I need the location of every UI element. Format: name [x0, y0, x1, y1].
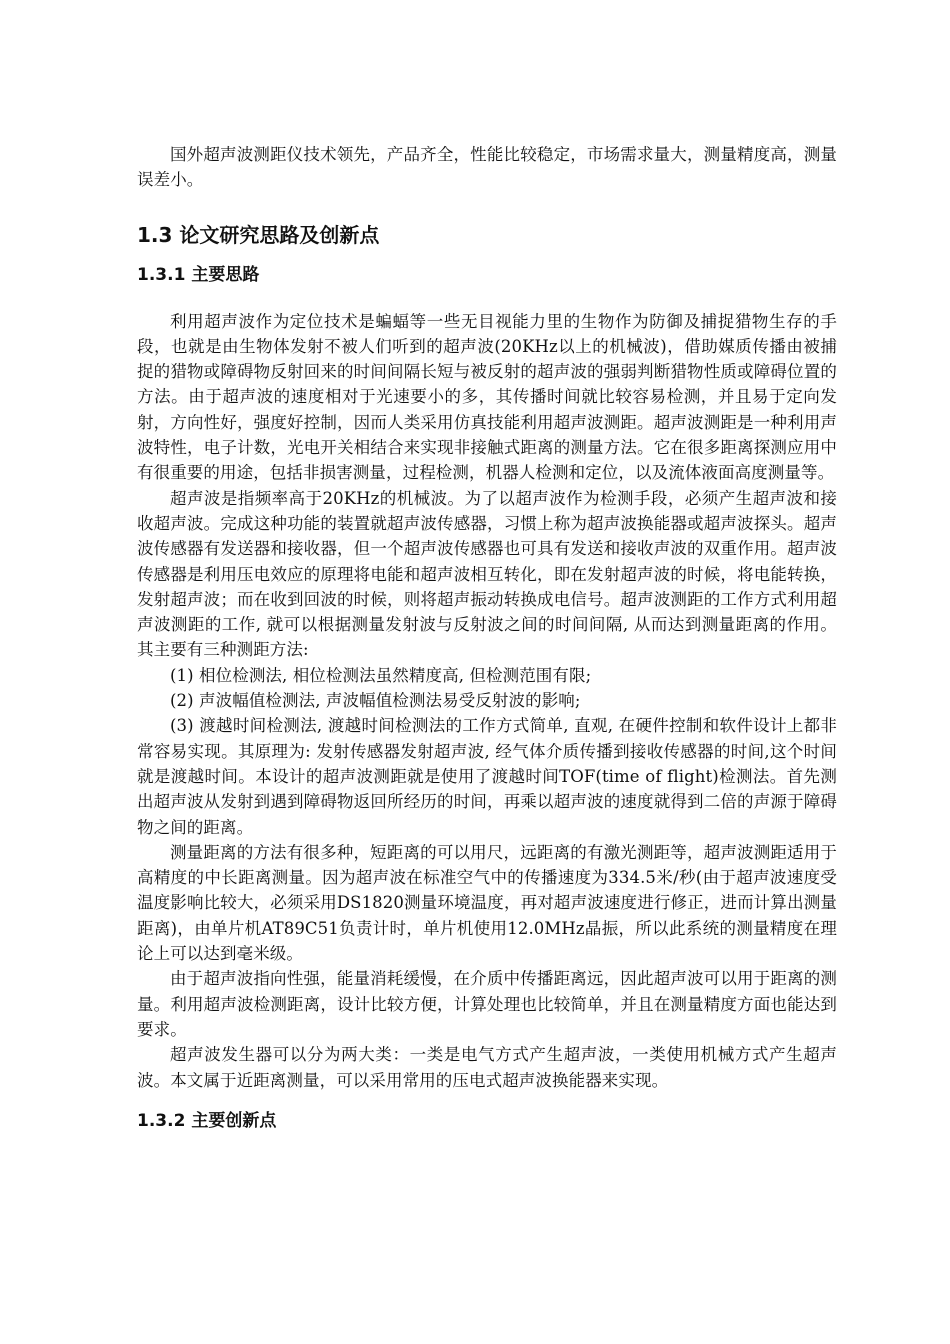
subsection-1-heading-block	[137, 263, 837, 287]
body-paragraph: 超声波是指频率高于20KHz的机械波。为了以超声波作为检测手段，必须产生超声波和接收超声波。完成这种功能的装置就超声波传感器，习惯上称为超声波换能器或超声波探头。超声波传感器有发送器和接收器，但一个超声波传感器也可具有发送和接收声波的双重作用。超声波传感器是利用压电效应的原理将电能和超声波相互转化，即在发射超声波的时候，将电能转换，发射超声波；而在收到回波的时候，则将超声振动转换成电信号。超声波测距的工作方式利用超声波测距的工作, 就可以根据测量发射波与反射波之间的时间间隔, 从而达到测量距离的作用。其主要有三种测距方法:	[137, 488, 837, 660]
section-heading: 1.3 论文研究思路及创新点	[137, 222, 380, 247]
body-paragraph: 测量距离的方法有很多种，短距离的可以用尺，远距离的有激光测距等，超声波测距适用于高精度的中长距离测量。因为超声波在标准空气中的传播速度为334.5米/秒(由于超声波速度受温度影响比较大，必须采用DS1820测量环境温度，再对超声波速度进行修正，进而计算出测量距离)，由单片机AT89C51负责计时，单片机使用12.0MHz晶振，所以此系统的测量精度在理论上可以达到毫米级。	[137, 842, 837, 964]
body-paragraph: 利用超声波作为定位技术是蝙蝠等一些无目视能力里的生物作为防御及捕捉猎物生存的手段，也就是由生物体发射不被人们听到的超声波(20KHz以上的机械波)，借助媒质传播由被捕捉的猎物或障碍物反射回来的时间间隔长短与被反射的超声波的强弱判断猎物性质或障碍位置的方法。由于超声波的速度相对于光速要小的多，其传播时间就比较容易检测，并且易于定向发射，方向性好，强度好控制，因而人类采用仿真技能利用超声波测距。超声波测距是一种利用声波特性，电子计数，光电开关相结合来实现非接触式距离的测量方法。它在很多距离探测应用中有很重要的用途，包括非损害测量，过程检测，机器人检测和定位，以及流体液面高度测量等。	[137, 311, 837, 483]
subsection-2-heading: 1.3.2 主要创新点	[137, 1110, 277, 1131]
body-paragraph: 由于超声波指向性强，能量消耗缓慢，在介质中传播距离远，因此超声波可以用于距离的测量。利用超声波检测距离，设计比较方便，计算处理也比较简单，并且在测量精度方面也能达到要求。	[137, 969, 837, 1039]
page-content	[137, 142, 837, 1133]
method-list-item: (1) 相位检测法, 相位检测法虽然精度高, 但检测范围有限;	[170, 665, 592, 685]
subsection-2-heading-block	[137, 1109, 837, 1133]
body-paragraph: 超声波发生器可以分为两大类：一类是电气方式产生超声波，一类使用机械方式产生超声波。本文属于近距离测量，可以采用常用的压电式超声波换能器来实现。	[137, 1045, 837, 1090]
intro-paragraph: 国外超声波测距仪技术领先，产品齐全，性能比较稳定，市场需求量大，测量精度高，测量误差小。	[137, 145, 837, 190]
method-list-item: (2) 声波幅值检测法, 声波幅值检测法易受反射波的影响;	[170, 691, 581, 711]
section-heading-block	[137, 221, 837, 249]
method-list-item: (3) 渡越时间检测法, 渡越时间检测法的工作方式简单, 直观, 在硬件控制和软件设计上都非常容易实现。其原理为: 发射传感器发射超声波, 经气体介质传播到接收传感器的时间,这个时间就是渡越时间。本设计的超声波测距就是使用了渡越时间TOF(time of flight)检测法。首先测出超声波从发射到遇到障碍物返回所经历的时间，再乘以超声波的速度就得到二倍的声源于障碍物之间的距离。	[137, 716, 837, 837]
subsection-1-heading: 1.3.1 主要思路	[137, 264, 260, 285]
